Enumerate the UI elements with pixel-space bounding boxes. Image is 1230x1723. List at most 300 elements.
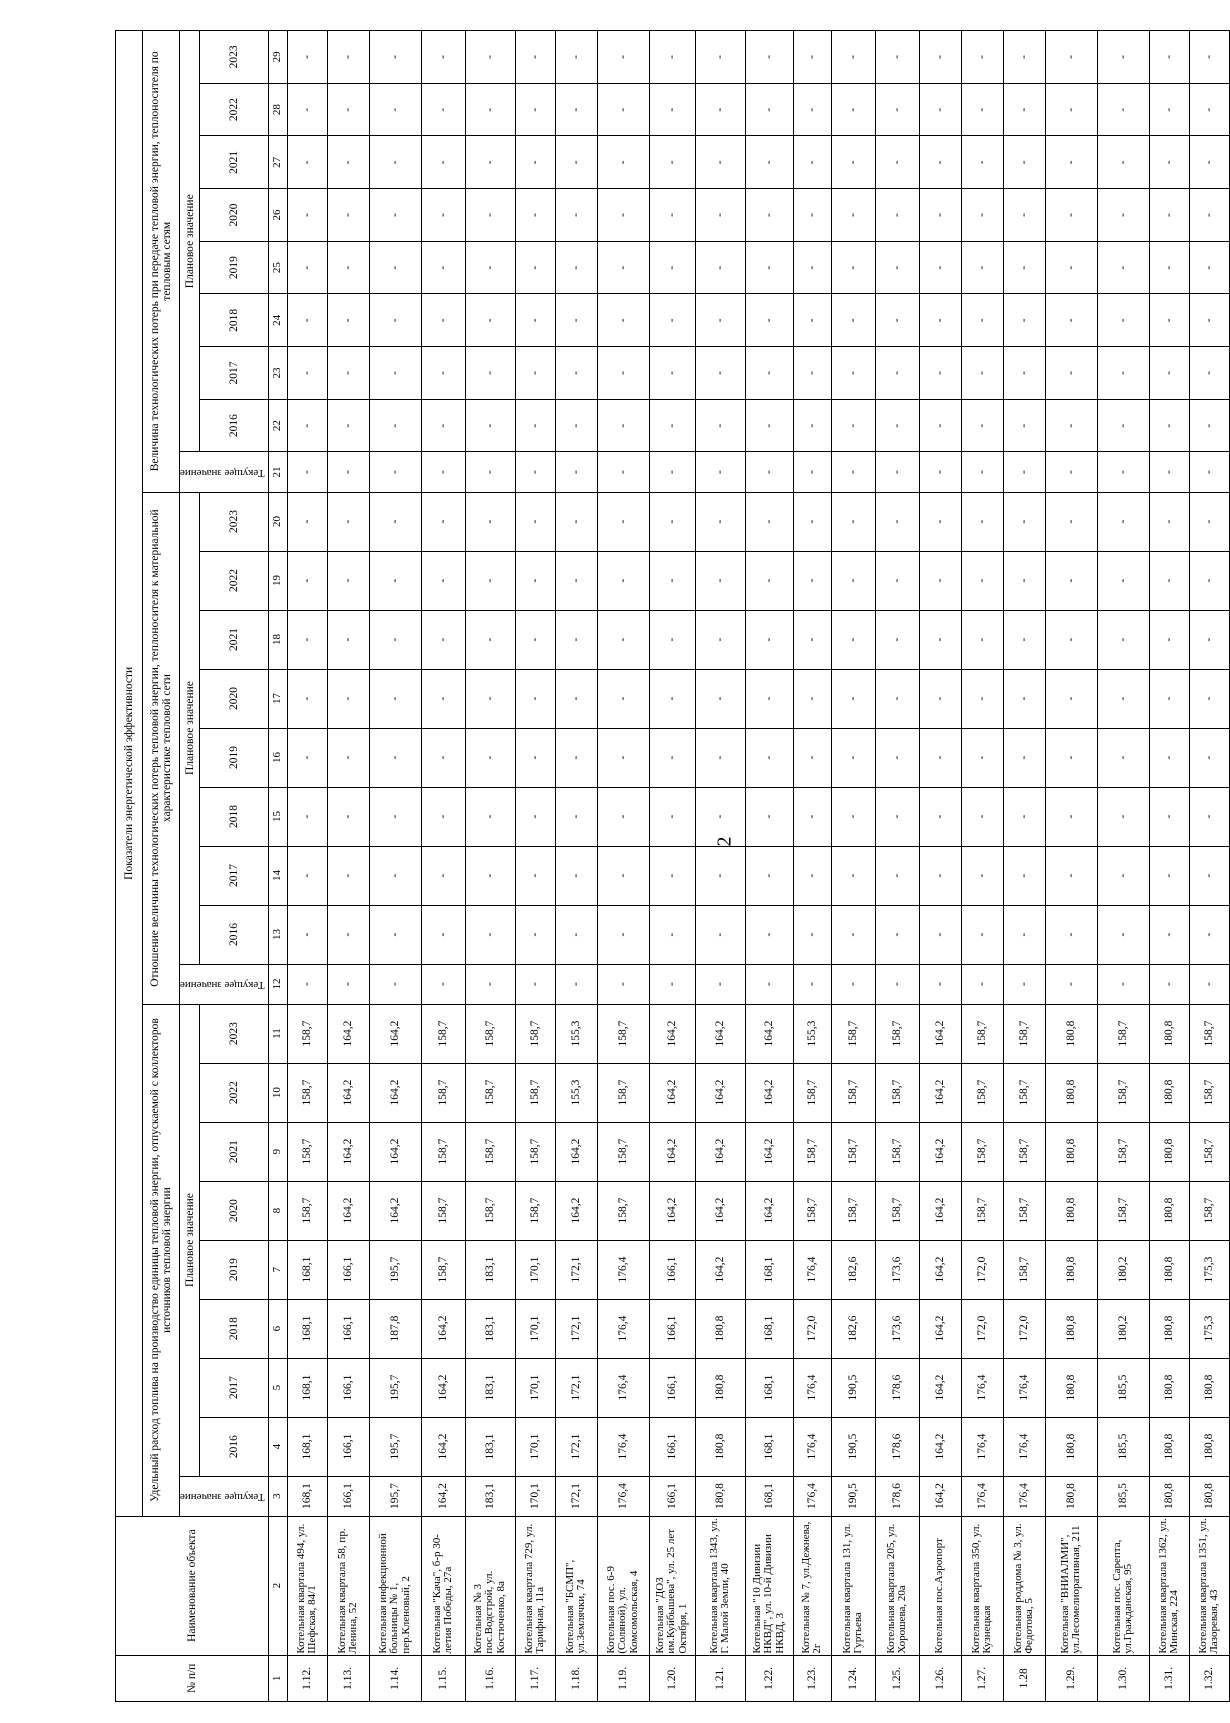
- dash-cell: -: [1045, 492, 1097, 551]
- dash-cell: -: [1045, 189, 1097, 242]
- value-cell: 158,7: [421, 1063, 465, 1122]
- dash-cell: -: [327, 136, 369, 189]
- dash-cell: -: [695, 669, 745, 728]
- dash-cell: -: [695, 846, 745, 905]
- dash-cell: -: [515, 83, 555, 136]
- dash-cell: -: [1149, 610, 1189, 669]
- current-value-label: Текущее значение: [180, 466, 265, 479]
- dash-cell: -: [1189, 728, 1229, 787]
- value-cell: 180,8: [1149, 1181, 1189, 1240]
- dash-cell: -: [1003, 846, 1045, 905]
- column-index-cell: 1: [268, 1655, 287, 1701]
- value-cell: 155,3: [793, 1004, 831, 1063]
- value-cell: 168,1: [287, 1476, 327, 1516]
- dash-cell: -: [1149, 728, 1189, 787]
- dash-cell: -: [745, 452, 793, 492]
- table-row: [695, 31, 745, 1702]
- value-cell: 158,7: [515, 1122, 555, 1181]
- dash-cell: -: [597, 787, 649, 846]
- dash-cell: -: [515, 905, 555, 964]
- object-name: Котельная квартала 494, ул. Шефская, 84/1: [287, 1516, 327, 1655]
- dash-cell: -: [875, 31, 919, 84]
- dash-cell: -: [695, 347, 745, 400]
- dash-cell: -: [1003, 399, 1045, 452]
- value-cell: 164,2: [695, 1122, 745, 1181]
- object-name: Котельная квартала 205, ул. Хорошева, 20а: [875, 1516, 919, 1655]
- column-index-cell: 2: [268, 1516, 287, 1655]
- dash-cell: -: [1045, 294, 1097, 347]
- row-number: 1.12.: [287, 1655, 327, 1701]
- dash-cell: -: [745, 551, 793, 610]
- value-cell: 158,7: [421, 1240, 465, 1299]
- value-cell: 164,2: [421, 1358, 465, 1417]
- column-index-cell: 25: [268, 241, 287, 294]
- page-number: 2: [713, 836, 736, 847]
- value-cell: 158,7: [1097, 1122, 1149, 1181]
- value-cell: 195,7: [369, 1476, 421, 1516]
- column-index-cell: 12: [268, 964, 287, 1004]
- column-index-cell: 15: [268, 787, 287, 846]
- dash-cell: -: [793, 787, 831, 846]
- dash-cell: -: [1149, 452, 1189, 492]
- dash-cell: -: [1189, 492, 1229, 551]
- value-cell: 185,5: [1097, 1358, 1149, 1417]
- value-cell: 170,1: [515, 1299, 555, 1358]
- dash-cell: -: [287, 610, 327, 669]
- dash-cell: -: [919, 31, 961, 84]
- dash-cell: -: [1045, 964, 1097, 1004]
- dash-cell: -: [875, 787, 919, 846]
- value-cell: 158,7: [1097, 1063, 1149, 1122]
- dash-cell: -: [515, 669, 555, 728]
- value-cell: 166,1: [649, 1358, 695, 1417]
- dash-cell: -: [961, 787, 1003, 846]
- dash-cell: -: [369, 669, 421, 728]
- dash-cell: -: [919, 728, 961, 787]
- value-cell: 176,4: [961, 1417, 1003, 1476]
- value-cell: 158,7: [421, 1181, 465, 1240]
- dash-cell: -: [465, 492, 515, 551]
- dash-cell: -: [1003, 136, 1045, 189]
- value-cell: 158,7: [597, 1181, 649, 1240]
- dash-cell: -: [831, 610, 875, 669]
- dash-cell: -: [555, 905, 597, 964]
- row-number: 1.22.: [745, 1655, 793, 1701]
- value-cell: 164,2: [649, 1181, 695, 1240]
- dash-cell: -: [649, 241, 695, 294]
- dash-cell: -: [327, 189, 369, 242]
- dash-cell: -: [649, 669, 695, 728]
- dash-cell: -: [649, 610, 695, 669]
- dash-cell: -: [327, 492, 369, 551]
- object-name: Котельная "ДОЗ им.Куйбышева", ул. 25 лет Октября, 1: [649, 1516, 695, 1655]
- value-cell: 180,8: [1045, 1122, 1097, 1181]
- top-header: Показатели энергетической эффективности: [116, 31, 143, 1517]
- value-cell: 158,7: [1097, 1004, 1149, 1063]
- dash-cell: -: [369, 452, 421, 492]
- value-cell: 176,4: [1003, 1358, 1045, 1417]
- dash-cell: -: [287, 964, 327, 1004]
- dash-cell: -: [287, 189, 327, 242]
- value-cell: 172,0: [793, 1299, 831, 1358]
- value-cell: 158,7: [875, 1063, 919, 1122]
- dash-cell: -: [555, 136, 597, 189]
- object-name: Котельная пос.Аэропорт: [919, 1516, 961, 1655]
- dash-cell: -: [327, 551, 369, 610]
- dash-cell: -: [649, 31, 695, 84]
- value-cell: 195,7: [369, 1417, 421, 1476]
- value-cell: 164,2: [919, 1063, 961, 1122]
- header-row: [116, 31, 143, 1702]
- value-cell: 158,7: [961, 1004, 1003, 1063]
- dash-cell: -: [831, 787, 875, 846]
- dash-cell: -: [875, 294, 919, 347]
- row-number: 1.20.: [649, 1655, 695, 1701]
- dash-cell: -: [597, 241, 649, 294]
- dash-cell: -: [1045, 241, 1097, 294]
- value-cell: 158,7: [1003, 1004, 1045, 1063]
- dash-cell: -: [369, 83, 421, 136]
- value-cell: 164,2: [369, 1181, 421, 1240]
- dash-cell: -: [515, 399, 555, 452]
- value-cell: 158,7: [1189, 1063, 1229, 1122]
- row-number: 1.30.: [1097, 1655, 1149, 1701]
- dash-cell: -: [465, 399, 515, 452]
- column-index-cell: 26: [268, 189, 287, 242]
- dash-cell: -: [831, 452, 875, 492]
- column-index-cell: 13: [268, 905, 287, 964]
- table-row: [515, 31, 555, 1702]
- dash-cell: -: [1003, 551, 1045, 610]
- dash-cell: -: [793, 347, 831, 400]
- dash-cell: -: [515, 241, 555, 294]
- value-cell: 168,1: [745, 1240, 793, 1299]
- dash-cell: -: [831, 294, 875, 347]
- value-cell: 158,7: [515, 1181, 555, 1240]
- dash-cell: -: [695, 964, 745, 1004]
- value-cell: 164,2: [555, 1181, 597, 1240]
- dash-cell: -: [745, 964, 793, 1004]
- dash-cell: -: [695, 136, 745, 189]
- table-row: [961, 31, 1003, 1702]
- dash-cell: -: [515, 347, 555, 400]
- value-cell: 166,1: [327, 1240, 369, 1299]
- value-cell: 170,1: [515, 1358, 555, 1417]
- dash-cell: -: [465, 787, 515, 846]
- value-cell: 158,7: [1003, 1122, 1045, 1181]
- dash-cell: -: [919, 551, 961, 610]
- dash-cell: -: [875, 669, 919, 728]
- dash-cell: -: [369, 241, 421, 294]
- dash-cell: -: [555, 83, 597, 136]
- dash-cell: -: [961, 83, 1003, 136]
- value-cell: 178,6: [875, 1358, 919, 1417]
- dash-cell: -: [695, 728, 745, 787]
- dash-cell: -: [1189, 787, 1229, 846]
- dash-cell: -: [1149, 189, 1189, 242]
- object-name: Котельная квартала 350, ул. Кузнецкая: [961, 1516, 1003, 1655]
- value-cell: 170,1: [515, 1417, 555, 1476]
- dash-cell: -: [831, 905, 875, 964]
- value-cell: 164,2: [649, 1122, 695, 1181]
- dash-cell: -: [745, 669, 793, 728]
- object-name: Котельная квартала 1351, ул. Лазоревая, 43: [1189, 1516, 1229, 1655]
- value-cell: 158,7: [421, 1004, 465, 1063]
- year-header: 2023: [200, 1004, 269, 1063]
- dash-cell: -: [649, 399, 695, 452]
- dash-cell: -: [515, 294, 555, 347]
- dash-cell: -: [421, 241, 465, 294]
- column-index-cell: 29: [268, 31, 287, 84]
- value-cell: 164,2: [919, 1358, 961, 1417]
- dash-cell: -: [695, 551, 745, 610]
- dash-cell: -: [287, 452, 327, 492]
- dash-cell: -: [793, 452, 831, 492]
- dash-cell: -: [1189, 610, 1229, 669]
- value-cell: 164,2: [745, 1181, 793, 1240]
- dash-cell: -: [919, 492, 961, 551]
- column-index-cell: 16: [268, 728, 287, 787]
- dash-cell: -: [649, 787, 695, 846]
- value-cell: 180,8: [1045, 1417, 1097, 1476]
- value-cell: 168,1: [745, 1299, 793, 1358]
- value-cell: 158,7: [875, 1122, 919, 1181]
- dash-cell: -: [1097, 964, 1149, 1004]
- dash-cell: -: [919, 905, 961, 964]
- dash-cell: -: [369, 551, 421, 610]
- column-index-cell: 18: [268, 610, 287, 669]
- dash-cell: -: [695, 189, 745, 242]
- value-cell: 164,2: [919, 1240, 961, 1299]
- dash-cell: -: [875, 964, 919, 1004]
- row-number: 1.29.: [1045, 1655, 1097, 1701]
- value-cell: 180,8: [1149, 1063, 1189, 1122]
- table-row: [287, 31, 327, 1702]
- dash-cell: -: [1045, 728, 1097, 787]
- dash-cell: -: [1045, 347, 1097, 400]
- value-cell: 164,2: [695, 1063, 745, 1122]
- year-header: 2018: [200, 787, 269, 846]
- dash-cell: -: [327, 846, 369, 905]
- column-index-cell: 19: [268, 551, 287, 610]
- dash-cell: -: [1149, 347, 1189, 400]
- dash-cell: -: [793, 551, 831, 610]
- dash-cell: -: [649, 83, 695, 136]
- dash-cell: -: [421, 610, 465, 669]
- dash-cell: -: [555, 551, 597, 610]
- dash-cell: -: [831, 964, 875, 1004]
- table-row: [919, 31, 961, 1702]
- table-row: [1189, 31, 1229, 1702]
- year-header: 2019: [200, 1240, 269, 1299]
- dash-cell: -: [421, 136, 465, 189]
- dash-cell: -: [555, 787, 597, 846]
- value-cell: 170,1: [515, 1476, 555, 1516]
- object-name: Котельная пос. 6-9 (Соляной), ул. Комсомольская, 4: [597, 1516, 649, 1655]
- current-value-label: Текущее значение: [180, 1490, 265, 1503]
- dash-cell: -: [961, 189, 1003, 242]
- value-cell: 164,2: [369, 1004, 421, 1063]
- dash-cell: -: [649, 294, 695, 347]
- dash-cell: -: [421, 492, 465, 551]
- value-cell: 158,7: [831, 1063, 875, 1122]
- object-name: Котельная роддома № 3, ул. Федотова, 5: [1003, 1516, 1045, 1655]
- value-cell: 180,8: [695, 1299, 745, 1358]
- dash-cell: -: [421, 189, 465, 242]
- dash-cell: -: [875, 728, 919, 787]
- value-cell: 176,4: [793, 1476, 831, 1516]
- dash-cell: -: [555, 610, 597, 669]
- year-header: 2021: [200, 610, 269, 669]
- value-cell: 166,1: [327, 1299, 369, 1358]
- dash-cell: -: [465, 610, 515, 669]
- value-cell: 190,5: [831, 1476, 875, 1516]
- value-cell: 176,4: [793, 1417, 831, 1476]
- value-cell: 158,7: [465, 1004, 515, 1063]
- dash-cell: -: [515, 728, 555, 787]
- dash-cell: -: [695, 905, 745, 964]
- dash-cell: -: [919, 964, 961, 1004]
- dash-cell: -: [919, 294, 961, 347]
- year-header: 2020: [200, 669, 269, 728]
- dash-cell: -: [695, 787, 745, 846]
- dash-cell: -: [1149, 83, 1189, 136]
- dash-cell: -: [831, 669, 875, 728]
- value-cell: 183,1: [465, 1358, 515, 1417]
- value-cell: 164,2: [421, 1476, 465, 1516]
- year-header: 2022: [200, 83, 269, 136]
- dash-cell: -: [597, 728, 649, 787]
- dash-cell: -: [919, 189, 961, 242]
- dash-cell: -: [1045, 905, 1097, 964]
- value-cell: 183,1: [465, 1476, 515, 1516]
- dash-cell: -: [793, 399, 831, 452]
- dash-cell: -: [1003, 241, 1045, 294]
- group-header-1: Удельный расход топлива на производство единицы тепловой энергии, отпускаемой с коллекторов источников тепловой энергии: [143, 1004, 180, 1516]
- value-cell: 158,7: [961, 1063, 1003, 1122]
- dash-cell: -: [421, 669, 465, 728]
- dash-cell: -: [369, 347, 421, 400]
- current-value-label: Текущее значение: [180, 978, 265, 991]
- object-name: Котельная квартала 729, ул. Тарифная, 11а: [515, 1516, 555, 1655]
- dash-cell: -: [465, 551, 515, 610]
- dash-cell: -: [919, 83, 961, 136]
- dash-cell: -: [465, 189, 515, 242]
- year-header: 2017: [200, 846, 269, 905]
- dash-cell: -: [1189, 964, 1229, 1004]
- dash-cell: -: [695, 294, 745, 347]
- value-cell: 176,4: [793, 1358, 831, 1417]
- dash-cell: -: [961, 905, 1003, 964]
- value-cell: 187,8: [369, 1299, 421, 1358]
- dash-cell: -: [793, 294, 831, 347]
- value-cell: 164,2: [745, 1004, 793, 1063]
- dash-cell: -: [421, 452, 465, 492]
- energy-efficiency-table: [115, 30, 1230, 1702]
- table-row: [745, 31, 793, 1702]
- value-cell: 158,7: [1003, 1240, 1045, 1299]
- dash-cell: -: [1097, 551, 1149, 610]
- column-index-cell: 10: [268, 1063, 287, 1122]
- dash-cell: -: [287, 347, 327, 400]
- value-cell: 164,2: [649, 1063, 695, 1122]
- dash-cell: -: [1045, 846, 1097, 905]
- value-cell: 172,1: [555, 1417, 597, 1476]
- dash-cell: -: [597, 399, 649, 452]
- row-number: 1.23.: [793, 1655, 831, 1701]
- dash-cell: -: [961, 399, 1003, 452]
- value-cell: 180,8: [695, 1358, 745, 1417]
- dash-cell: -: [287, 905, 327, 964]
- row-number: 1.28: [1003, 1655, 1045, 1701]
- dash-cell: -: [875, 551, 919, 610]
- dash-cell: -: [1097, 669, 1149, 728]
- table-row: [1097, 31, 1149, 1702]
- dash-cell: -: [1003, 669, 1045, 728]
- value-cell: 176,4: [793, 1240, 831, 1299]
- dash-cell: -: [745, 294, 793, 347]
- header-row: [143, 31, 180, 1702]
- value-cell: 158,7: [961, 1122, 1003, 1181]
- dash-cell: -: [1097, 347, 1149, 400]
- dash-cell: -: [745, 787, 793, 846]
- dash-cell: -: [793, 728, 831, 787]
- value-cell: 172,0: [1003, 1299, 1045, 1358]
- dash-cell: -: [327, 241, 369, 294]
- object-name: Котельная "10 Дивизии НКВД", ул. 10-й Дивизии НКВД, 3: [745, 1516, 793, 1655]
- dash-cell: -: [465, 846, 515, 905]
- dash-cell: -: [597, 136, 649, 189]
- value-cell: 180,8: [1189, 1358, 1229, 1417]
- dash-cell: -: [695, 31, 745, 84]
- dash-cell: -: [369, 964, 421, 1004]
- dash-cell: -: [793, 83, 831, 136]
- object-name: Котельная инфекционной больницы № 1, пер.Кленовый, 2: [369, 1516, 421, 1655]
- dash-cell: -: [1189, 905, 1229, 964]
- column-number-header: № п/п: [116, 1655, 269, 1701]
- dash-cell: -: [515, 610, 555, 669]
- dash-cell: -: [793, 241, 831, 294]
- table-row: [831, 31, 875, 1702]
- table-row: [465, 31, 515, 1702]
- dash-cell: -: [555, 347, 597, 400]
- dash-cell: -: [515, 136, 555, 189]
- dash-cell: -: [875, 83, 919, 136]
- column-index-cell: 7: [268, 1240, 287, 1299]
- dash-cell: -: [465, 136, 515, 189]
- column-index-cell: 22: [268, 399, 287, 452]
- object-name: Котельная № 7, ул.Дежнева, 2г: [793, 1516, 831, 1655]
- value-cell: 158,7: [287, 1181, 327, 1240]
- value-cell: 183,1: [465, 1417, 515, 1476]
- object-name: Котельная квартала 131, ул. Гуртьева: [831, 1516, 875, 1655]
- value-cell: 172,0: [961, 1299, 1003, 1358]
- row-number: 1.18.: [555, 1655, 597, 1701]
- dash-cell: -: [831, 189, 875, 242]
- row-number: 1.27.: [961, 1655, 1003, 1701]
- value-cell: 155,3: [555, 1004, 597, 1063]
- value-cell: 172,1: [555, 1476, 597, 1516]
- year-header: 2016: [200, 1417, 269, 1476]
- value-cell: 164,2: [327, 1004, 369, 1063]
- dash-cell: -: [1097, 905, 1149, 964]
- dash-cell: -: [515, 31, 555, 84]
- value-cell: 166,1: [327, 1476, 369, 1516]
- dash-cell: -: [1189, 241, 1229, 294]
- dash-cell: -: [465, 347, 515, 400]
- dash-cell: -: [287, 787, 327, 846]
- dash-cell: -: [515, 452, 555, 492]
